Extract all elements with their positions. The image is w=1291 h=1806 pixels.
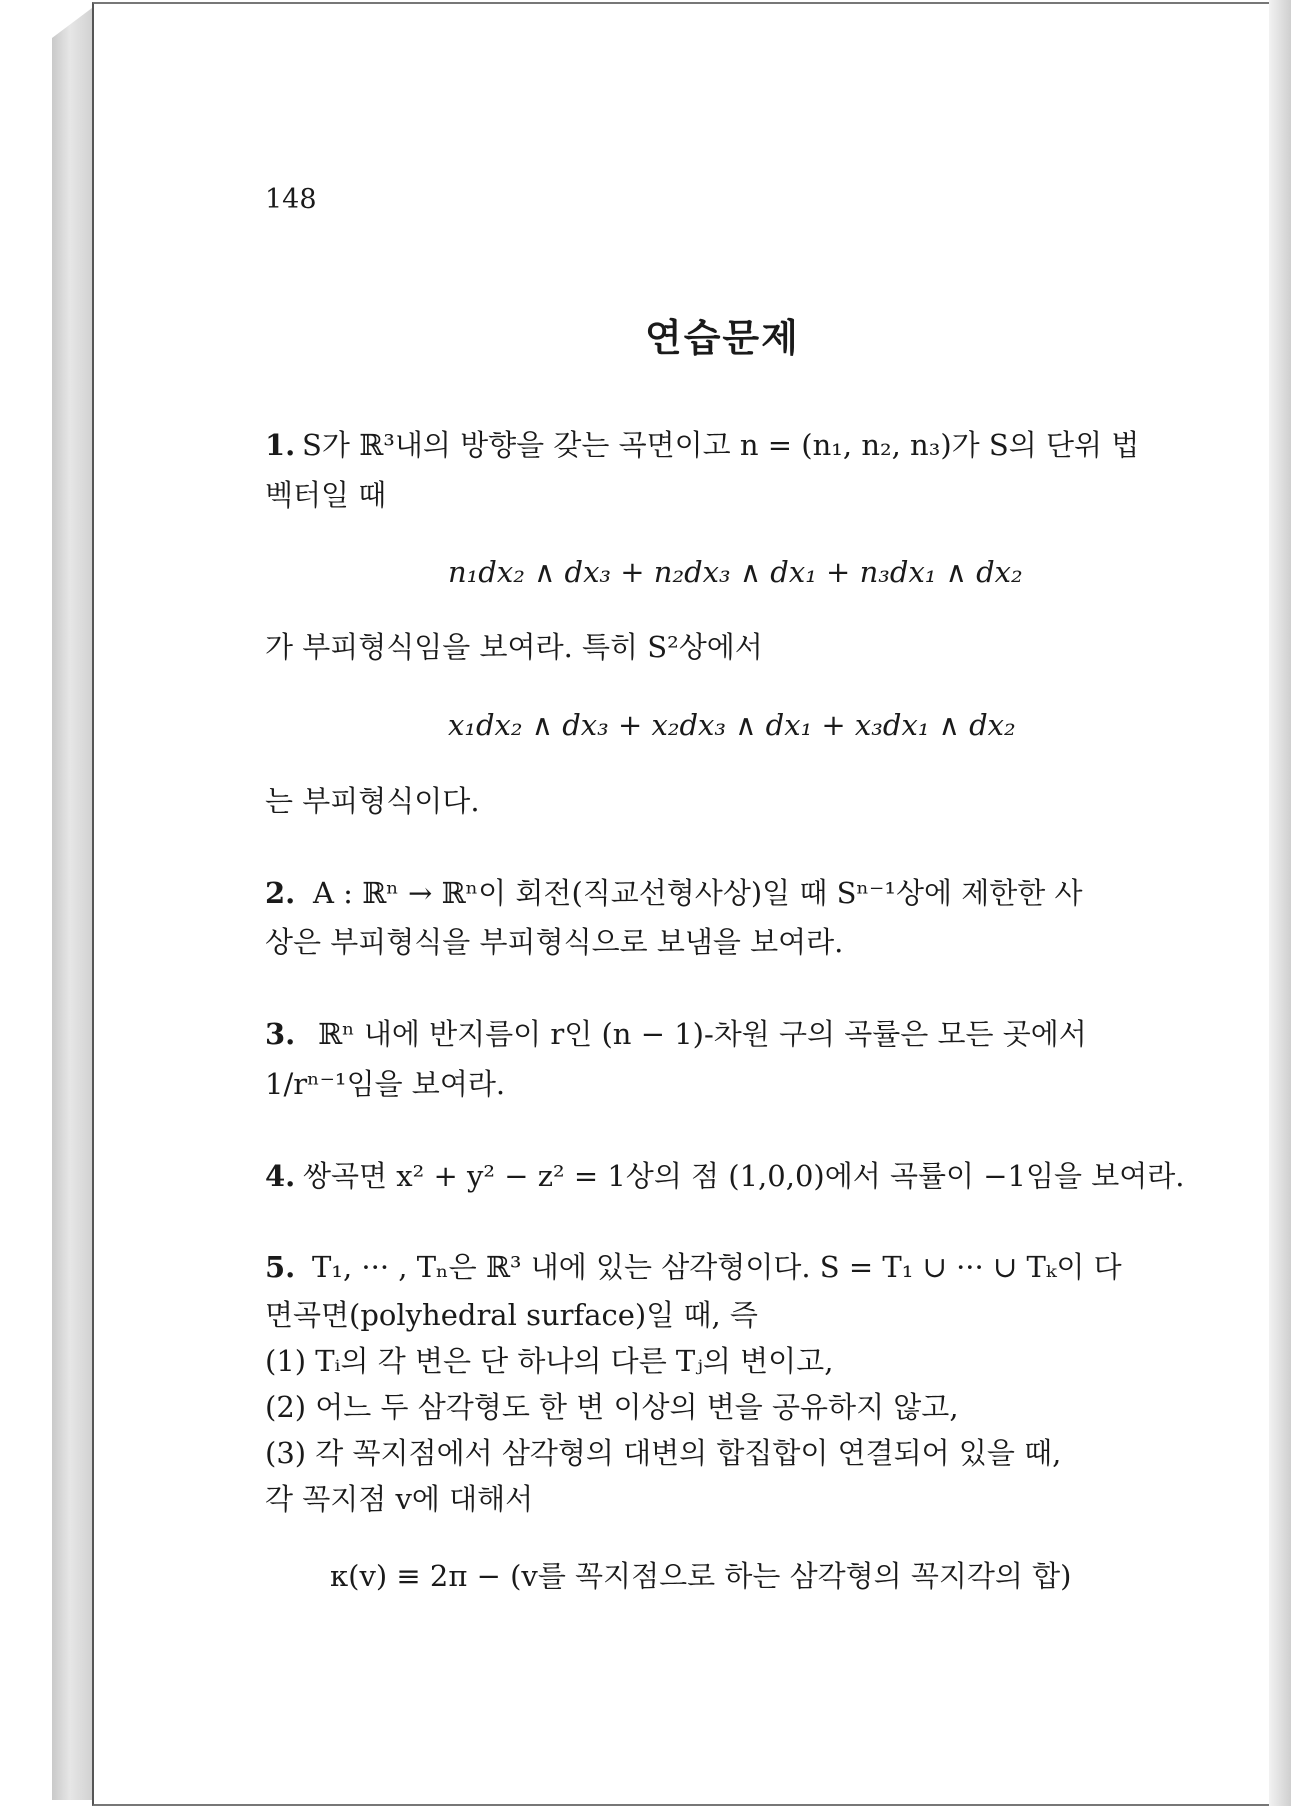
problem-2-number: 2. xyxy=(265,876,296,910)
problem-5-number: 5. xyxy=(265,1250,296,1284)
problem-5-line-1: T₁, ··· , Tₙ은 ℝ³ 내에 있는 삼각형이다. S = T₁ ∪ ··· ∪ Tₖ이 다 xyxy=(312,1250,1122,1284)
problem-1-number: 1. xyxy=(265,428,296,462)
book-spine xyxy=(52,8,92,1800)
problem-1-equation-2: x₁dx₂ ∧ dx₃ + x₂dx₃ ∧ dx₁ + x₃dx₁ ∧ dx₂ xyxy=(448,708,1016,742)
problem-4-number: 4. xyxy=(265,1159,296,1193)
page-title: 연습문제 xyxy=(645,316,800,360)
problem-2-line-2: 상은 부피형식을 부피형식으로 보냄을 보여라. xyxy=(265,925,844,959)
problem-1-middle-text: 가 부피형식임을 보여라. 특히 S²상에서 xyxy=(265,630,763,664)
page-edge xyxy=(1269,0,1291,1806)
problem-1-line-1: S가 ℝ³내의 방향을 갖는 곡면이고 n = (n₁, n₂, n₃)가 S의 단위 법 xyxy=(302,428,1140,462)
problem-5-line-6: 각 꼭지점 v에 대해서 xyxy=(265,1482,534,1516)
problem-5-condition-2: (2) 어느 두 삼각형도 한 변 이상의 변을 공유하지 않고, xyxy=(265,1390,959,1424)
problem-5-condition-1: (1) Tᵢ의 각 변은 단 하나의 다른 Tⱼ의 변이고, xyxy=(265,1344,834,1378)
problem-3-line-1: ℝⁿ 내에 반지름이 r인 (n − 1)-차원 구의 곡률은 모든 곳에서 xyxy=(318,1017,1087,1051)
problem-3-line-2: 1/rⁿ⁻¹임을 보여라. xyxy=(265,1067,506,1101)
problem-1-end-text: 는 부피형식이다. xyxy=(265,784,480,818)
page-number: 148 xyxy=(265,184,317,215)
problem-5-line-2: 면곡면(polyhedral surface)일 때, 즉 xyxy=(265,1298,758,1332)
problem-1-equation-1: n₁dx₂ ∧ dx₃ + n₂dx₃ ∧ dx₁ + n₃dx₁ ∧ dx₂ xyxy=(448,555,1023,589)
problem-2-line-1: A : ℝⁿ → ℝⁿ이 회전(직교선형사상)일 때 Sⁿ⁻¹상에 제한한 사 xyxy=(313,876,1083,910)
problem-4-line-1: 쌍곡면 x² + y² − z² = 1상의 점 (1,0,0)에서 곡률이 −1임을 보여라. xyxy=(303,1159,1185,1193)
problem-5-equation: κ(v) ≡ 2π − (v를 꼭지점으로 하는 삼각형의 꼭지각의 합) xyxy=(330,1559,1072,1593)
problem-1-line-2: 벡터일 때 xyxy=(265,478,387,512)
problem-5-condition-3: (3) 각 꼭지점에서 삼각형의 대변의 합집합이 연결되어 있을 때, xyxy=(265,1436,1062,1470)
problem-3-number: 3. xyxy=(265,1017,296,1051)
